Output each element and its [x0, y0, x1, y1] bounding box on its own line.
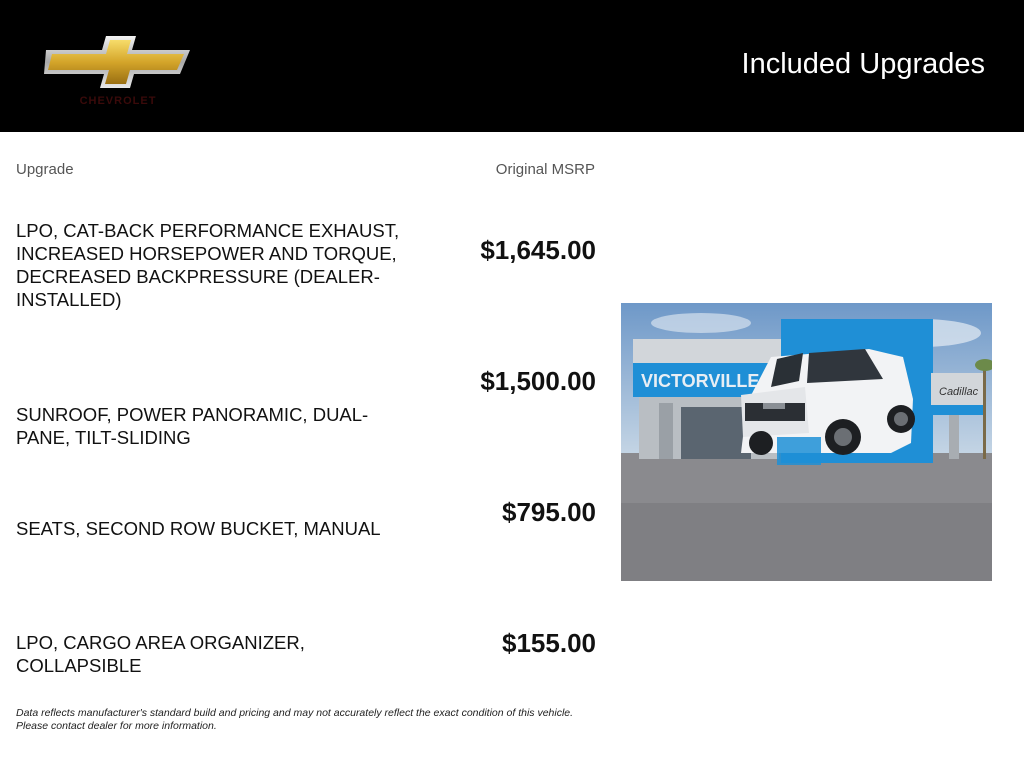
upgrade-price: $1,645.00	[480, 235, 596, 265]
upgrade-price: $155.00	[502, 628, 596, 658]
vehicle-photo	[621, 303, 992, 581]
upgrade-name: SEATS, SECOND ROW BUCKET, MANUAL	[16, 518, 381, 539]
upgrade-name: LPO, CARGO AREA ORGANIZER, COLLAPSIBLE	[16, 632, 305, 676]
column-header-upgrade: Upgrade	[16, 161, 74, 178]
disclaimer-line-2: Please contact dealer for more information.	[16, 720, 217, 732]
upgrade-price: $1,500.00	[480, 366, 596, 396]
column-header-msrp: Original MSRP	[495, 161, 595, 178]
dealer-sign: VICTORVILLE	[641, 371, 760, 391]
upgrade-price: $795.00	[502, 497, 596, 527]
header-bar	[0, 0, 1024, 132]
disclaimer	[16, 707, 616, 733]
upgrade-name: SUNROOF, POWER PANORAMIC, DUAL-PANE, TILT-SLIDING	[16, 404, 369, 448]
upgrade-name: LPO, CAT-BACK PERFORMANCE EXHAUST, INCREASED HORSEPOWER AND TORQUE, DECREASED BACKPRESSURE (DEALER-INSTALLED)	[16, 220, 400, 310]
cadillac-sign: Cadillac	[939, 386, 979, 398]
page-title: Included Upgrades	[741, 48, 985, 80]
disclaimer-line-1: Data reflects manufacturer's standard build and pricing and may not accurately reflect the exact condition of this vehicle.	[16, 707, 574, 719]
brand-wordmark: CHEVROLET	[79, 95, 157, 107]
